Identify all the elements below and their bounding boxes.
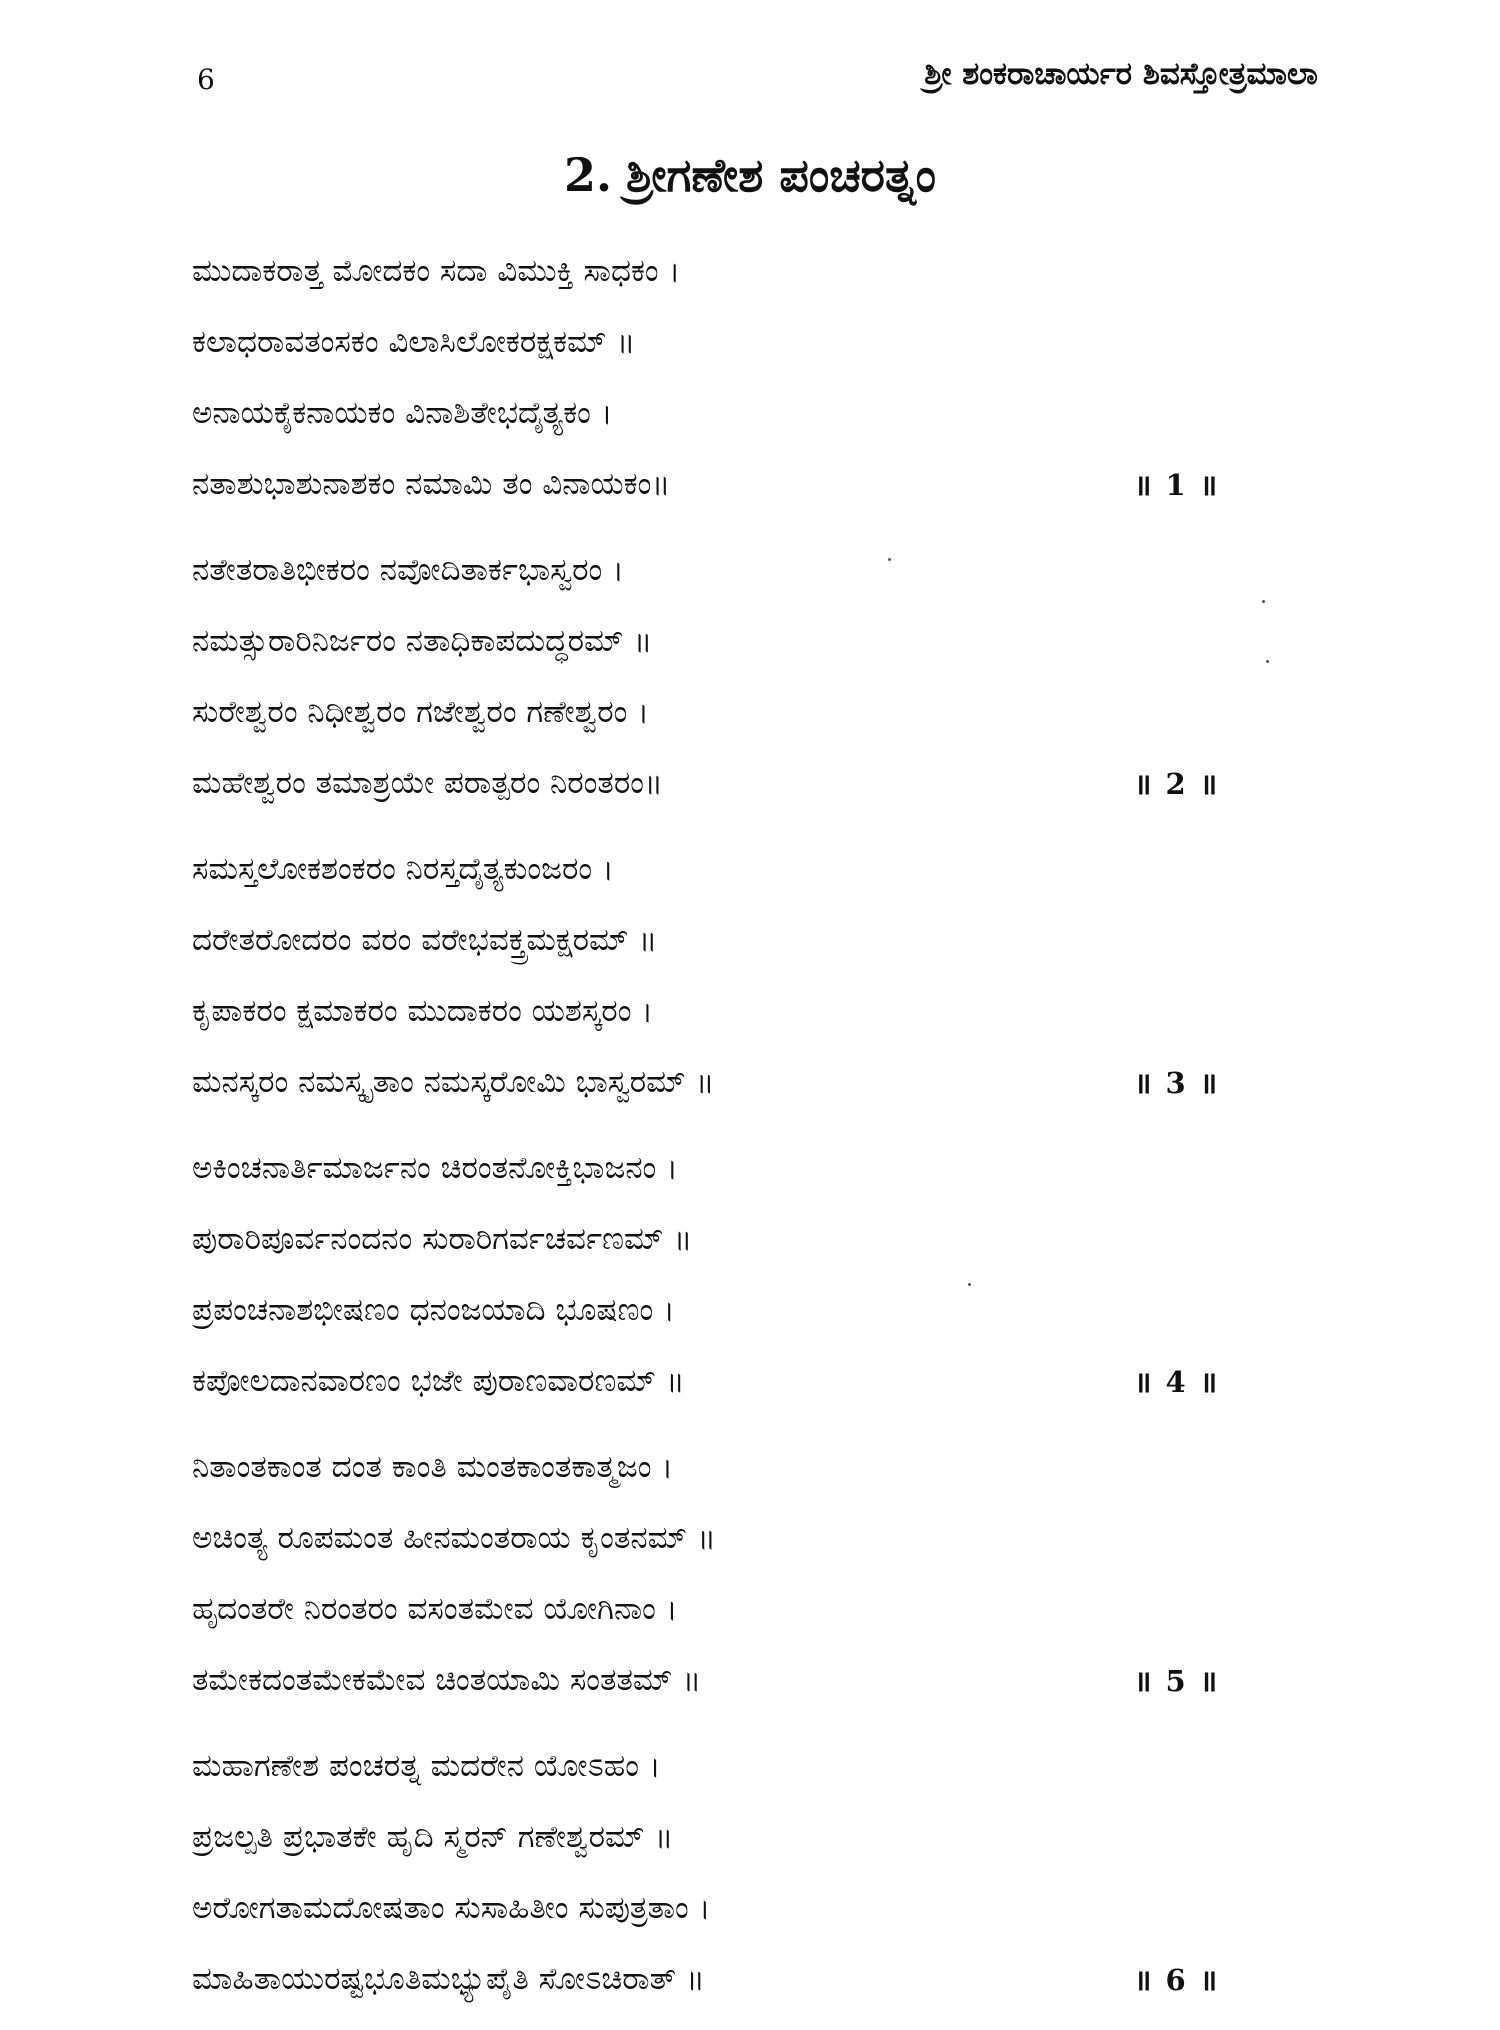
verse-line (192, 748, 1322, 819)
verse-text: ಮನಸ್ಕರಂ ನಮಸ್ಕೃತಾಂ ನಮಸ್ಕರೋಮಿ ಭಾಸ್ವರಮ್ ॥ (192, 1064, 715, 1100)
verse-text: ಪ್ರಜಲ್ಪತಿ ಪ್ರಭಾತಕೇ ಹೃದಿ ಸ್ಮರನ್ ಗಣೇಶ್ವರಮ್ ॥ (192, 1819, 674, 1855)
verse-text: ಮಾಹಿತಾಯುರಷ್ಟಭೂತಿಮಭ್ಯುಪೈತಿ ಸೋಽಚಿರಾತ್ ॥ (192, 1961, 705, 1997)
verse-text: ಮುದಾಕರಾತ್ತ ಮೋದಕಂ ಸದಾ ವಿಮುಕ್ತಿ ಸಾಧಕಂ । (192, 253, 681, 289)
verse-line (192, 1731, 1322, 1802)
verse-line (192, 1275, 1322, 1346)
verse-line (192, 236, 1322, 307)
verse-number: ॥ 2 ॥ (1134, 767, 1220, 801)
scan-speck (968, 1283, 971, 1286)
verse-line (192, 1204, 1322, 1275)
verse-text: ಹೃದಂತರೇ ನಿರಂತರಂ ವಸಂತಮೇವ ಯೋಗಿನಾಂ । (192, 1591, 678, 1627)
verse-text: ಅಕಿಂಚನಾರ್ತಿಮಾರ್ಜನಂ ಚಿರಂತನೋಕ್ತಿಭಾಜನಂ । (192, 1150, 678, 1186)
verse-text: ಅನಾಯಕೈಕನಾಯಕಂ ವಿನಾಶಿತೇಭದೈತ್ಯಕಂ । (192, 395, 613, 431)
verse-line (192, 449, 1322, 520)
verse-number: ॥ 3 ॥ (1134, 1066, 1220, 1100)
running-header: ಶ್ರೀ ಶಂಕರಾಚಾರ್ಯರ ಶಿವಸ್ತೋತ್ರಮಾಲಾ (924, 56, 1318, 92)
page-number: 6 (197, 63, 215, 96)
verse-line (192, 1432, 1322, 1503)
verse-line (192, 1645, 1322, 1716)
stanza-6 (192, 1731, 1322, 2015)
verse-line (192, 1133, 1322, 1204)
verse-body (192, 236, 1322, 2030)
stanza-5 (192, 1432, 1322, 1716)
verse-number: ॥ 4 ॥ (1134, 1365, 1220, 1399)
verse-line (192, 378, 1322, 449)
verse-text: ನಮತ್ಸುರಾರಿನಿರ್ಜರಂ ನತಾಧಿಕಾಪದುದ್ಧರಮ್ ॥ (192, 623, 653, 659)
verse-text: ತಮೇಕದಂತಮೇಕಮೇವ ಚಿಂತಯಾಮಿ ಸಂತತಮ್ ॥ (192, 1662, 702, 1698)
verse-number: ॥ 6 ॥ (1134, 1963, 1220, 1997)
verse-line (192, 535, 1322, 606)
verse-text: ನತಾಶುಭಾಶುನಾಶಕಂ ನಮಾಮಿ ತಂ ವಿನಾಯಕಂ॥ (192, 466, 671, 502)
verse-text: ಮಹಾಗಣೇಶ ಪಂಚರತ್ನ ಮದರೇನ ಯೋಽಹಂ । (192, 1748, 661, 1784)
verse-text: ಮಹೇಶ್ವರಂ ತಮಾಶ್ರಯೇ ಪರಾತ್ಪರಂ ನಿರಂತರಂ॥ (192, 765, 663, 801)
verse-line (192, 1503, 1322, 1574)
verse-line (192, 677, 1322, 748)
verse-text: ಸಮಸ್ತಲೋಕಶಂಕರಂ ನಿರಸ್ತದೈತ್ಯಕುಂಜರಂ । (192, 851, 614, 887)
verse-text: ಅರೋಗತಾಮದೋಷತಾಂ ಸುಸಾಹಿತೀಂ ಸುಪುತ್ರತಾಂ । (192, 1890, 711, 1926)
verse-text: ಸುರೇಶ್ವರಂ ನಿಧೀಶ್ವರಂ ಗಜೇಶ್ವರಂ ಗಣೇಶ್ವರಂ । (192, 694, 649, 730)
verse-line (192, 307, 1322, 378)
scan-speck (1262, 600, 1265, 603)
verse-line (192, 976, 1322, 1047)
verse-line (192, 1802, 1322, 1873)
scan-speck (888, 558, 891, 561)
title-number: 2. (564, 148, 613, 202)
verse-line (192, 1944, 1322, 2015)
stanza-1 (192, 236, 1322, 520)
verse-line (192, 1047, 1322, 1118)
scan-speck (1266, 660, 1269, 663)
verse-text: ನತೇತರಾತಿಭೀಕರಂ ನವೋದಿತಾರ್ಕಭಾಸ್ವರಂ । (192, 552, 624, 588)
verse-line (192, 1346, 1322, 1417)
verse-line (192, 606, 1322, 677)
verse-line (192, 905, 1322, 976)
verse-text: ಪುರಾರಿಪೂರ್ವನಂದನಂ ಸುರಾರಿಗರ್ವಚರ್ವಣಮ್ ॥ (192, 1221, 693, 1257)
verse-text: ನಿತಾಂತಕಾಂತ ದಂತ ಕಾಂತಿ ಮಂತಕಾಂತಕಾತ್ಮಜಂ । (192, 1449, 674, 1485)
verse-line (192, 1574, 1322, 1645)
stanza-4 (192, 1133, 1322, 1417)
stanza-3 (192, 834, 1322, 1118)
verse-number: ॥ 1 ॥ (1134, 468, 1220, 502)
verse-text: ಪ್ರಪಂಚನಾಶಭೀಷಣಂ ಧನಂಜಯಾದಿ ಭೂಷಣಂ । (192, 1292, 675, 1328)
verse-text: ಕೃಪಾಕರಂ ಕ್ಷಮಾಕರಂ ಮುದಾಕರಂ ಯಶಸ್ಕರಂ । (192, 993, 654, 1029)
verse-number: ॥ 5 ॥ (1134, 1664, 1220, 1698)
verse-line (192, 834, 1322, 905)
verse-line (192, 1873, 1322, 1944)
title-text: ಶ್ರೀಗಣೇಶ ಪಂಚರತ್ನಂ (626, 148, 936, 202)
verse-text: ಕಪೋಲದಾನವಾರಣಂ ಭಜೇ ಪುರಾಣವಾರಣಮ್ ॥ (192, 1363, 685, 1399)
stanza-2 (192, 535, 1322, 819)
page-title (0, 145, 1500, 205)
verse-text: ಅಚಿಂತ್ಯ ರೂಪಮಂತ ಹೀನಮಂತರಾಯ ಕೃಂತನಮ್ ॥ (192, 1520, 716, 1556)
verse-text: ಕಲಾಧರಾವತಂಸಕಂ ವಿಲಾಸಿಲೋಕರಕ್ಷಕಮ್ ॥ (192, 324, 636, 360)
verse-text: ದರೇತರೋದರಂ ವರಂ ವರೇಭವಕ್ತ್ರಮಕ್ಷರಮ್ ॥ (192, 922, 658, 958)
